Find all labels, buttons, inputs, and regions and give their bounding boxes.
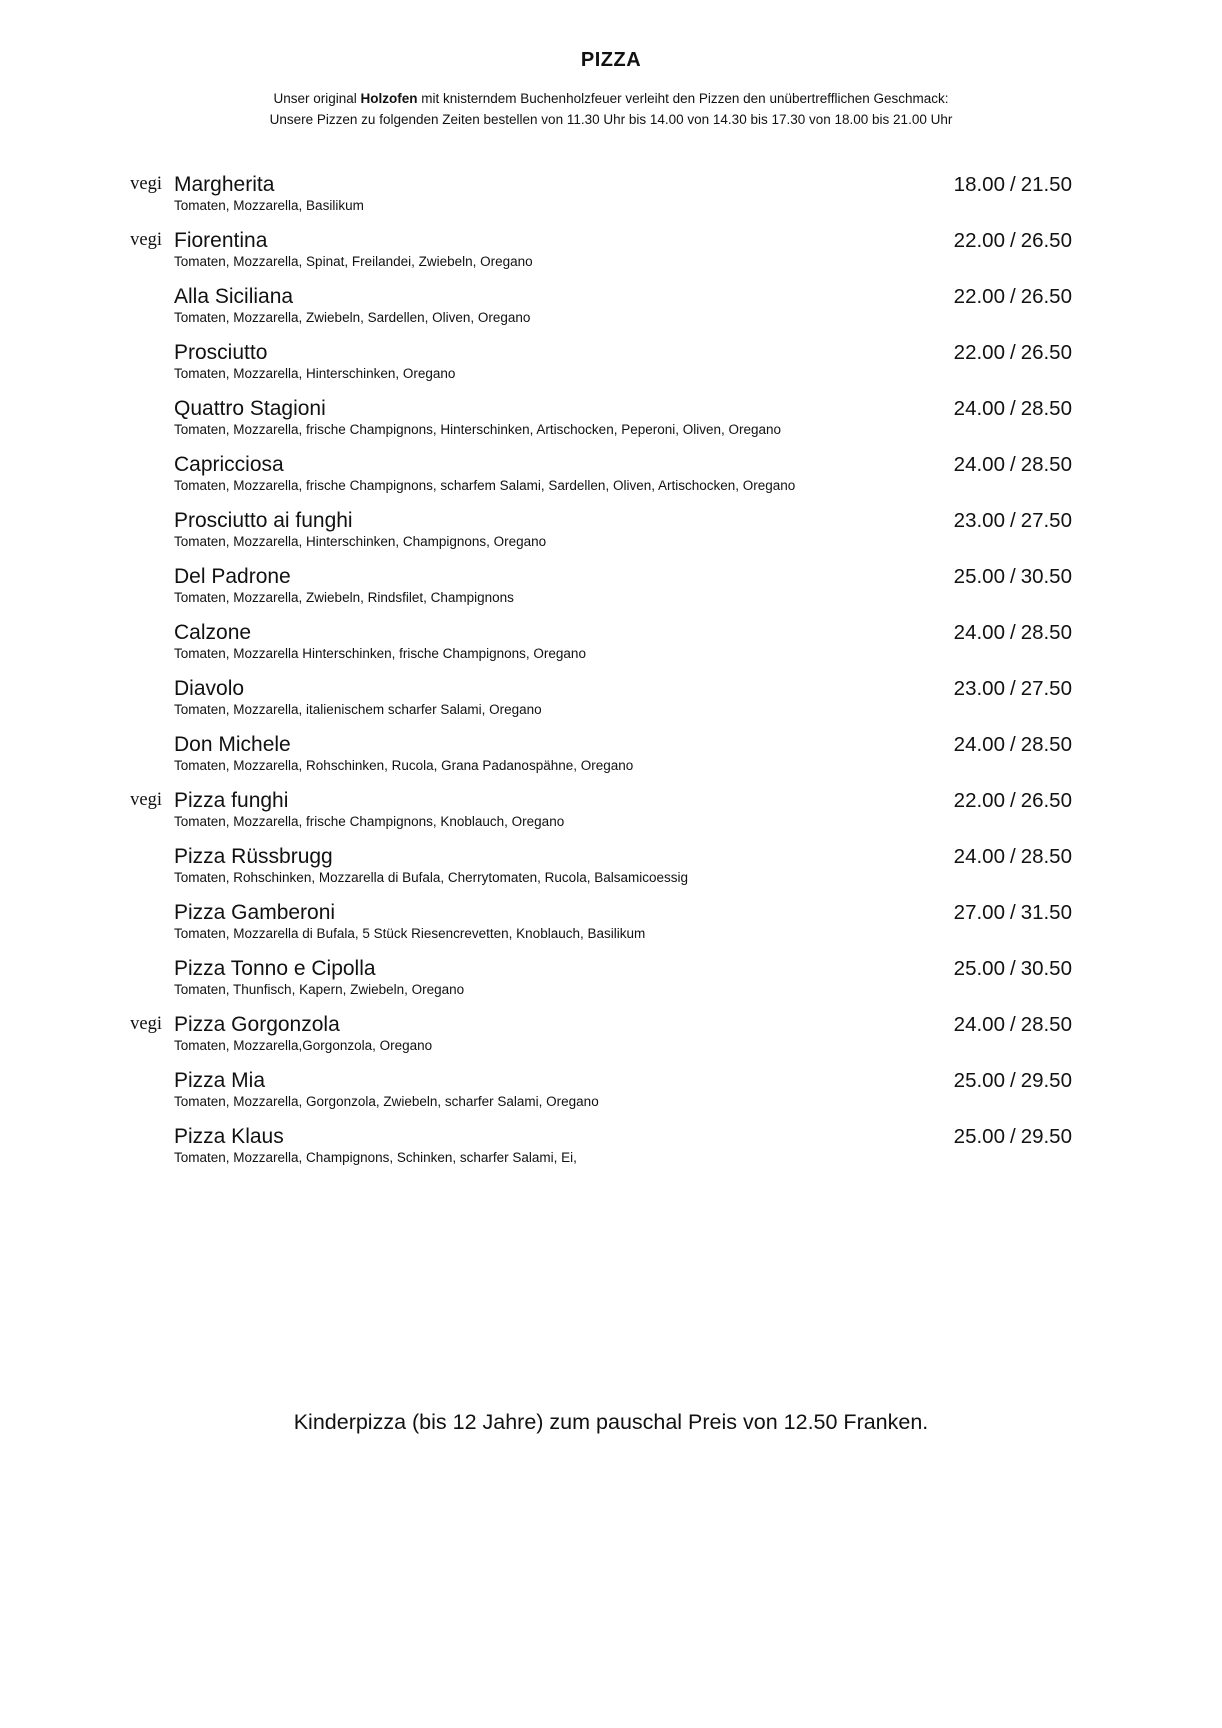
menu-item — [0, 284, 1222, 327]
item-price — [954, 284, 1072, 309]
price-separator: / — [1009, 901, 1016, 924]
price-takeaway: 23.00 — [953, 677, 1005, 700]
menu-item — [0, 564, 1222, 607]
item-name: Quattro Stagioni — [174, 397, 326, 420]
menu-item — [0, 396, 1222, 439]
item-description: Tomaten, Mozzarella, frische Champignons, Knoblauch, Oregano — [174, 814, 565, 829]
price-separator: / — [1009, 341, 1016, 364]
menu-item-content — [174, 1012, 942, 1055]
item-description: Tomaten, Rohschinken, Mozzarella di Bufala, Cherrytomaten, Rucola, Balsamicoessig — [174, 870, 688, 885]
price-restaurant: 30.50 — [1020, 565, 1072, 588]
item-description: Tomaten, Mozzarella, frische Champignons, Hinterschinken, Artischocken, Peperoni, Oliven, Oregano — [174, 422, 782, 437]
price-restaurant: 28.50 — [1020, 453, 1072, 476]
price-separator: / — [1009, 957, 1016, 980]
item-description: Tomaten, Mozzarella, italienischem scharfer Salami, Oregano — [174, 702, 542, 717]
intro-text — [0, 88, 1222, 130]
price-restaurant: 26.50 — [1020, 285, 1072, 308]
price-separator: / — [1009, 733, 1016, 756]
item-price — [954, 396, 1072, 421]
price-takeaway: 24.00 — [953, 733, 1005, 756]
menu-item-content — [174, 172, 942, 215]
item-name: Calzone — [174, 621, 252, 644]
price-takeaway: 24.00 — [953, 397, 1005, 420]
menu-item-content — [174, 284, 942, 327]
vegi-label: vegi — [130, 230, 162, 250]
item-name: Prosciutto ai funghi — [174, 509, 353, 532]
item-name: Pizza Gamberoni — [174, 901, 336, 924]
menu-item — [0, 228, 1222, 271]
price-separator: / — [1009, 1125, 1016, 1148]
price-separator: / — [1009, 845, 1016, 868]
item-price — [954, 1124, 1072, 1149]
price-takeaway: 24.00 — [953, 453, 1005, 476]
price-separator: / — [1009, 509, 1016, 532]
vegi-label: vegi — [130, 174, 162, 194]
item-description: Tomaten, Mozzarella,Gorgonzola, Oregano — [174, 1038, 433, 1053]
price-restaurant: 26.50 — [1020, 229, 1072, 252]
menu-item-content — [174, 396, 942, 439]
price-separator: / — [1009, 397, 1016, 420]
menu-item-content — [174, 340, 942, 383]
item-description: Tomaten, Mozzarella, Basilikum — [174, 198, 364, 213]
item-description: Tomaten, Mozzarella, Champignons, Schinken, scharfer Salami, Ei, — [174, 1150, 577, 1165]
item-name: Fiorentina — [174, 229, 268, 252]
price-takeaway: 25.00 — [953, 1069, 1005, 1092]
item-description: Tomaten, Mozzarella, Spinat, Freilandei, Zwiebeln, Oregano — [174, 254, 533, 269]
menu-list — [0, 172, 1222, 1167]
menu-item — [0, 900, 1222, 943]
price-takeaway: 22.00 — [953, 341, 1005, 364]
intro-line1-post: mit knisterndem Buchenholzfeuer verleiht den Pizzen den unübertrefflichen Geschmack: — [417, 91, 949, 106]
item-description: Tomaten, Mozzarella, Gorgonzola, Zwiebeln, scharfer Salami, Oregano — [174, 1094, 599, 1109]
item-name: Pizza Mia — [174, 1069, 266, 1092]
item-price — [954, 1012, 1072, 1037]
menu-item — [0, 788, 1222, 831]
item-price — [954, 508, 1072, 533]
price-takeaway: 22.00 — [953, 789, 1005, 812]
item-name: Diavolo — [174, 677, 245, 700]
menu-item-content — [174, 508, 942, 551]
price-restaurant: 29.50 — [1020, 1069, 1072, 1092]
item-name: Pizza funghi — [174, 789, 289, 812]
menu-item — [0, 956, 1222, 999]
price-restaurant: 28.50 — [1020, 397, 1072, 420]
menu-item-content — [174, 956, 942, 999]
menu-item — [0, 1068, 1222, 1111]
menu-item-content — [174, 1068, 942, 1111]
menu-item — [0, 172, 1222, 215]
price-takeaway: 22.00 — [953, 285, 1005, 308]
item-price — [954, 788, 1072, 813]
item-price — [954, 732, 1072, 757]
item-price — [954, 620, 1072, 645]
price-restaurant: 26.50 — [1020, 341, 1072, 364]
menu-item — [0, 1012, 1222, 1055]
item-description: Tomaten, Thunfisch, Kapern, Zwiebeln, Oregano — [174, 982, 465, 997]
item-description: Tomaten, Mozzarella, Zwiebeln, Sardellen, Oliven, Oregano — [174, 310, 531, 325]
price-restaurant: 29.50 — [1020, 1125, 1072, 1148]
menu-item-content — [174, 1124, 942, 1167]
menu-item-content — [174, 452, 942, 495]
vegi-label: vegi — [130, 790, 162, 810]
price-separator: / — [1009, 565, 1016, 588]
item-name: Pizza Rüssbrugg — [174, 845, 333, 868]
item-name: Pizza Tonno e Cipolla — [174, 957, 376, 980]
item-name: Pizza Klaus — [174, 1125, 284, 1148]
item-price — [954, 340, 1072, 365]
price-takeaway: 18.00 — [953, 173, 1005, 196]
price-restaurant: 28.50 — [1020, 621, 1072, 644]
item-description: Tomaten, Mozzarella, frische Champignons, scharfem Salami, Sardellen, Oliven, Artischocken, Oregano — [174, 478, 796, 493]
item-description: Tomaten, Mozzarella, Hinterschinken, Oregano — [174, 366, 456, 381]
menu-item-content — [174, 228, 942, 271]
item-price — [954, 172, 1072, 197]
price-separator: / — [1009, 229, 1016, 252]
price-separator: / — [1009, 789, 1016, 812]
menu-item-content — [174, 732, 942, 775]
price-takeaway: 27.00 — [953, 901, 1005, 924]
price-separator: / — [1009, 621, 1016, 644]
price-takeaway: 24.00 — [953, 621, 1005, 644]
price-separator: / — [1009, 285, 1016, 308]
price-separator: / — [1009, 1013, 1016, 1036]
menu-item — [0, 508, 1222, 551]
price-takeaway: 25.00 — [953, 1125, 1005, 1148]
price-separator: / — [1009, 677, 1016, 700]
item-description: Tomaten, Mozzarella, Hinterschinken, Champignons, Oregano — [174, 534, 547, 549]
page-footer — [0, 1408, 1222, 1436]
item-price — [954, 956, 1072, 981]
menu-item — [0, 340, 1222, 383]
item-description: Tomaten, Mozzarella Hinterschinken, frische Champignons, Oregano — [174, 646, 586, 661]
item-price — [954, 1068, 1072, 1093]
menu-item — [0, 676, 1222, 719]
item-description: Tomaten, Mozzarella, Zwiebeln, Rindsfilet, Champignons — [174, 590, 514, 605]
item-name: Don Michele — [174, 733, 291, 756]
price-restaurant: 21.50 — [1020, 173, 1072, 196]
price-restaurant: 28.50 — [1020, 845, 1072, 868]
price-takeaway: 24.00 — [953, 1013, 1005, 1036]
intro-line1-bold: Holzofen — [360, 91, 418, 106]
item-description: Tomaten, Mozzarella di Bufala, 5 Stück Riesencrevetten, Knoblauch, Basilikum — [174, 926, 646, 941]
menu-item — [0, 732, 1222, 775]
price-restaurant: 31.50 — [1020, 901, 1072, 924]
menu-item-content — [174, 900, 942, 943]
price-takeaway: 23.00 — [953, 509, 1005, 532]
price-restaurant: 27.50 — [1020, 677, 1072, 700]
menu-item-content — [174, 564, 942, 607]
item-name: Del Padrone — [174, 565, 291, 588]
price-separator: / — [1009, 453, 1016, 476]
price-restaurant: 28.50 — [1020, 733, 1072, 756]
price-restaurant: 26.50 — [1020, 789, 1072, 812]
price-restaurant: 28.50 — [1020, 1013, 1072, 1036]
item-name: Margherita — [174, 173, 275, 196]
item-price — [954, 900, 1072, 925]
menu-item-content — [174, 844, 942, 887]
menu-item — [0, 452, 1222, 495]
intro-line1-pre: Unser original — [273, 91, 361, 106]
menu-item — [0, 620, 1222, 663]
price-takeaway: 22.00 — [953, 229, 1005, 252]
intro-line2: Unsere Pizzen zu folgenden Zeiten bestellen von 11.30 Uhr bis 14.00 von 14.30 bis 17.30 von 18.00 bis 21.00 Uhr — [269, 112, 953, 127]
page-title: PIZZA — [580, 49, 642, 71]
page-header — [0, 0, 1222, 130]
menu-item-content — [174, 676, 942, 719]
item-price — [954, 676, 1072, 701]
price-separator: / — [1009, 173, 1016, 196]
kinderpizza-note: Kinderpizza (bis 12 Jahre) zum pauschal Preis von 12.50 Franken. — [293, 1410, 929, 1434]
item-price — [954, 452, 1072, 477]
item-price — [954, 564, 1072, 589]
item-description: Tomaten, Mozzarella, Rohschinken, Rucola, Grana Padanospähne, Oregano — [174, 758, 634, 773]
price-restaurant: 27.50 — [1020, 509, 1072, 532]
item-price — [954, 228, 1072, 253]
item-name: Capricciosa — [174, 453, 284, 476]
menu-item-content — [174, 620, 942, 663]
menu-item-content — [174, 788, 942, 831]
item-name: Alla Siciliana — [174, 285, 294, 308]
menu-item — [0, 1124, 1222, 1167]
menu-item — [0, 844, 1222, 887]
price-takeaway: 25.00 — [953, 957, 1005, 980]
price-takeaway: 24.00 — [953, 845, 1005, 868]
item-name: Prosciutto — [174, 341, 268, 364]
price-separator: / — [1009, 1069, 1016, 1092]
item-name: Pizza Gorgonzola — [174, 1013, 340, 1036]
price-takeaway: 25.00 — [953, 565, 1005, 588]
item-price — [954, 844, 1072, 869]
vegi-label: vegi — [130, 1014, 162, 1034]
price-restaurant: 30.50 — [1020, 957, 1072, 980]
